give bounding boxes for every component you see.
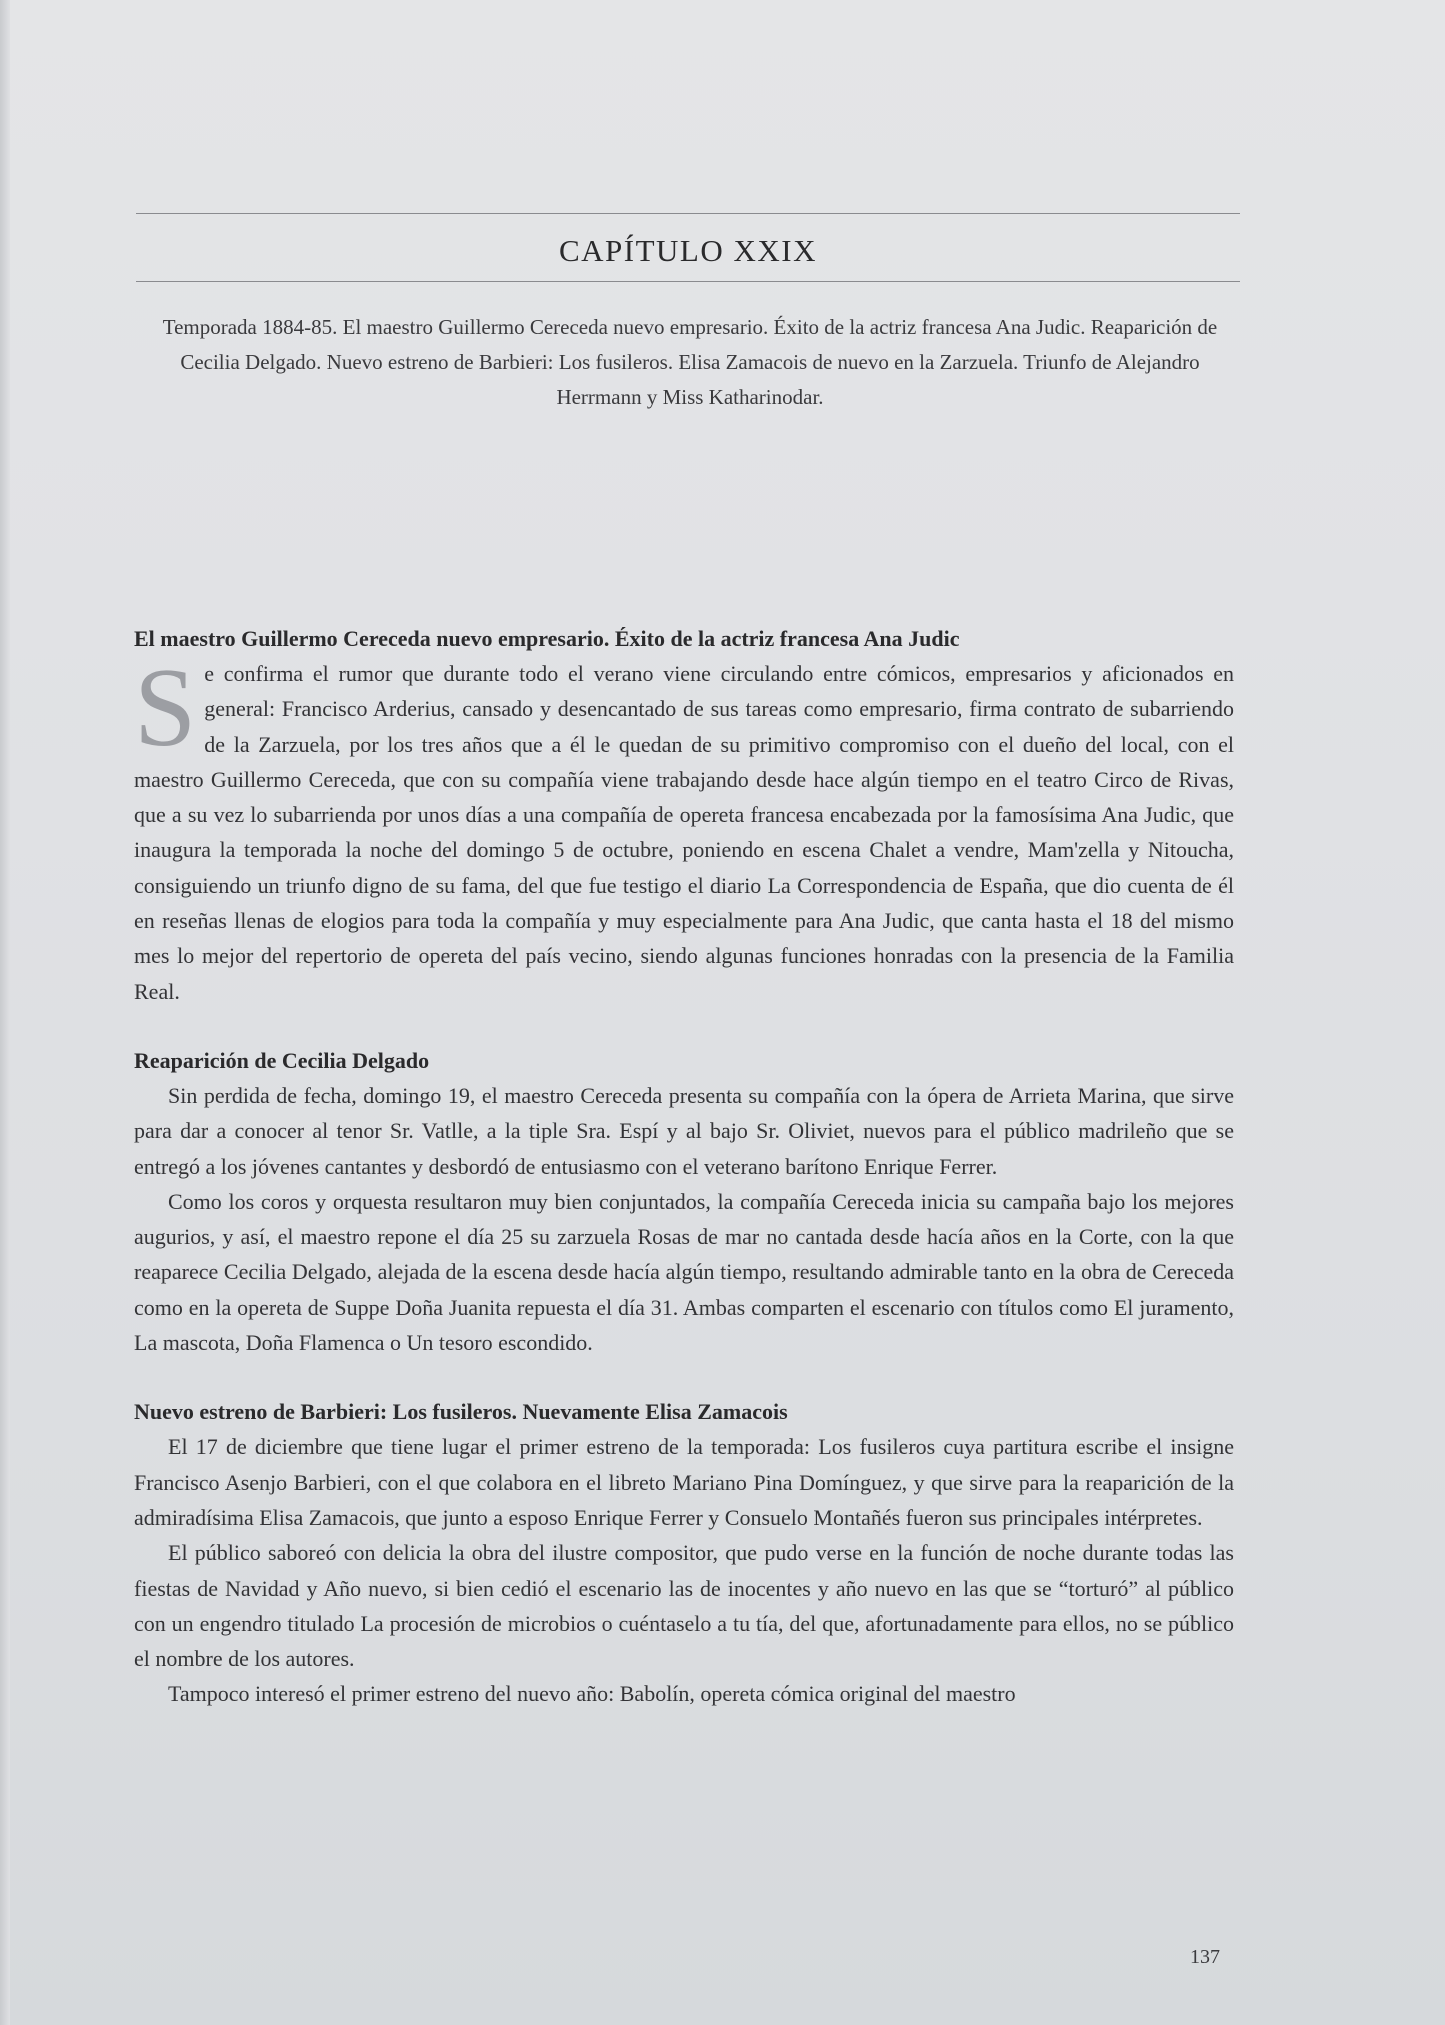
- section-heading-1: El maestro Guillermo Cereceda nuevo empresario. Éxito de la actriz francesa Ana Judic: [134, 626, 960, 651]
- section-gap: [134, 1360, 1234, 1395]
- section-3-paragraph-3: Tampoco interesó el primer estreno del nuevo año: Babolín, opereta cómica original del maestro: [168, 1681, 1016, 1707]
- section-3-paragraph-2: El público saboreó con delicia la obra del ilustre compositor, que pudo verse en la función de noche durante todas las fiestas de Navidad y Año nuevo, si bien cedió el escenario las de inocentes y año nuevo en las que se “torturó” al público con un engendro titulado La procesión de microbios o cuéntaselo a tu tía, del que, afortunadamente para ellos, no se público el nombre de los autores.: [134, 1540, 1234, 1672]
- section-1-paragraph-1-text: e confirma el rumor que durante todo el verano viene circulando entre cómicos, empresarios y aficionados en general: Francisco Arderius, cansado y desencantado de sus tareas como empresario, firma contrato de subarriendo de la Zarzuela, por los tres años que a él le quedan de su primitivo compromiso con el dueño del local, con el maestro Guillermo Cereceda, que con su compañía viene trabajando desde hace algún tiempo en el teatro Circo de Rivas, que a su vez lo subarrienda por unos días a una compañía de opereta francesa encabezada por la famosísima Ana Judic, que inaugura la temporada la noche del domingo 5 de octubre, poniendo en escena Chalet a vendre, Mam'zella y Nitoucha, consiguiendo un triunfo digno de su fama, del que fue testigo el diario La Correspondencia de España, que dio cuenta de él en reseñas llenas de elogios para toda la compañía y muy especialmente para Ana Judic, que canta hasta el 18 del mismo mes lo mejor del repertorio de opereta del país vecino, siendo algunas funciones honradas con la presencia de la Familia Real.: [134, 661, 1234, 1004]
- chapter-title: CAPÍTULO XXIX: [558, 233, 817, 268]
- section-3-paragraph-1: El 17 de diciembre que tiene lugar el primer estreno de la temporada: Los fusileros cuya partitura escribe el insigne Francisco Asenjo Barbieri, con el que colabora en el libreto Mariano Pina Domínguez, y que sirve para la reaparición de la admiradísima Elisa Zamacois, que junto a esposo Enrique Ferrer y Consuelo Montañés fueron sus principales intérpretes.: [134, 1434, 1234, 1530]
- chapter-summary: Temporada 1884-85. El maestro Guillermo Cereceda nuevo empresario. Éxito de la actriz francesa Ana Judic. Reaparición de Cecilia Delgado. Nuevo estreno de Barbieri: Los fusileros. Elisa Zamacois de nuevo en la Zarzuela. Triunfo de Alejandro Herrmann y Miss Katharinodar.: [162, 315, 1218, 409]
- page-number: 137: [1190, 1946, 1220, 1968]
- drop-cap-letter: S: [134, 646, 197, 770]
- section-1-paragraph-1: [134, 646, 1234, 1009]
- section-heading-2: Reaparición de Cecilia Delgado: [134, 1047, 430, 1073]
- section-gap: [134, 1009, 1234, 1044]
- body-text: [134, 622, 1234, 1712]
- section-2-paragraph-2: Como los coros y orquesta resultaron muy bien conjuntados, la compañía Cereceda inicia su campaña bajo los mejores augurios, y así, el maestro repone el día 25 su zarzuela Rosas de mar no cantada desde hacía años en la Corte, con la que reaparece Cecilia Delgado, alejada de la escena desde hacía algún tiempo, resultando admirable tanto en la obra de Cereceda como en la opereta de Suppe Doña Juanita repuesta el día 31. Ambas comparten el escenario con títulos como El juramento, La mascota, Doña Flamenca o Un tesoro escondido.: [134, 1188, 1234, 1356]
- page-edge-shadow: [0, 0, 10, 2025]
- chapter-rule-bottom: [136, 281, 1240, 282]
- section-2-paragraph-1: Sin perdida de fecha, domingo 19, el maestro Cereceda presenta su compañía con la ópera de Arrieta Marina, que sirve para dar a conocer al tenor Sr. Vatlle, a la tiple Sra. Espí y al bajo Sr. Oliviet, nuevos para el público madrileño que se entregó a los jóvenes cantantes y desbordó de entusiasmo con el veterano barítono Enrique Ferrer.: [134, 1082, 1234, 1179]
- section-heading-3: Nuevo estreno de Barbieri: Los fusileros. Nuevamente Elisa Zamacois: [134, 1399, 788, 1425]
- chapter-rule-top: [136, 213, 1240, 214]
